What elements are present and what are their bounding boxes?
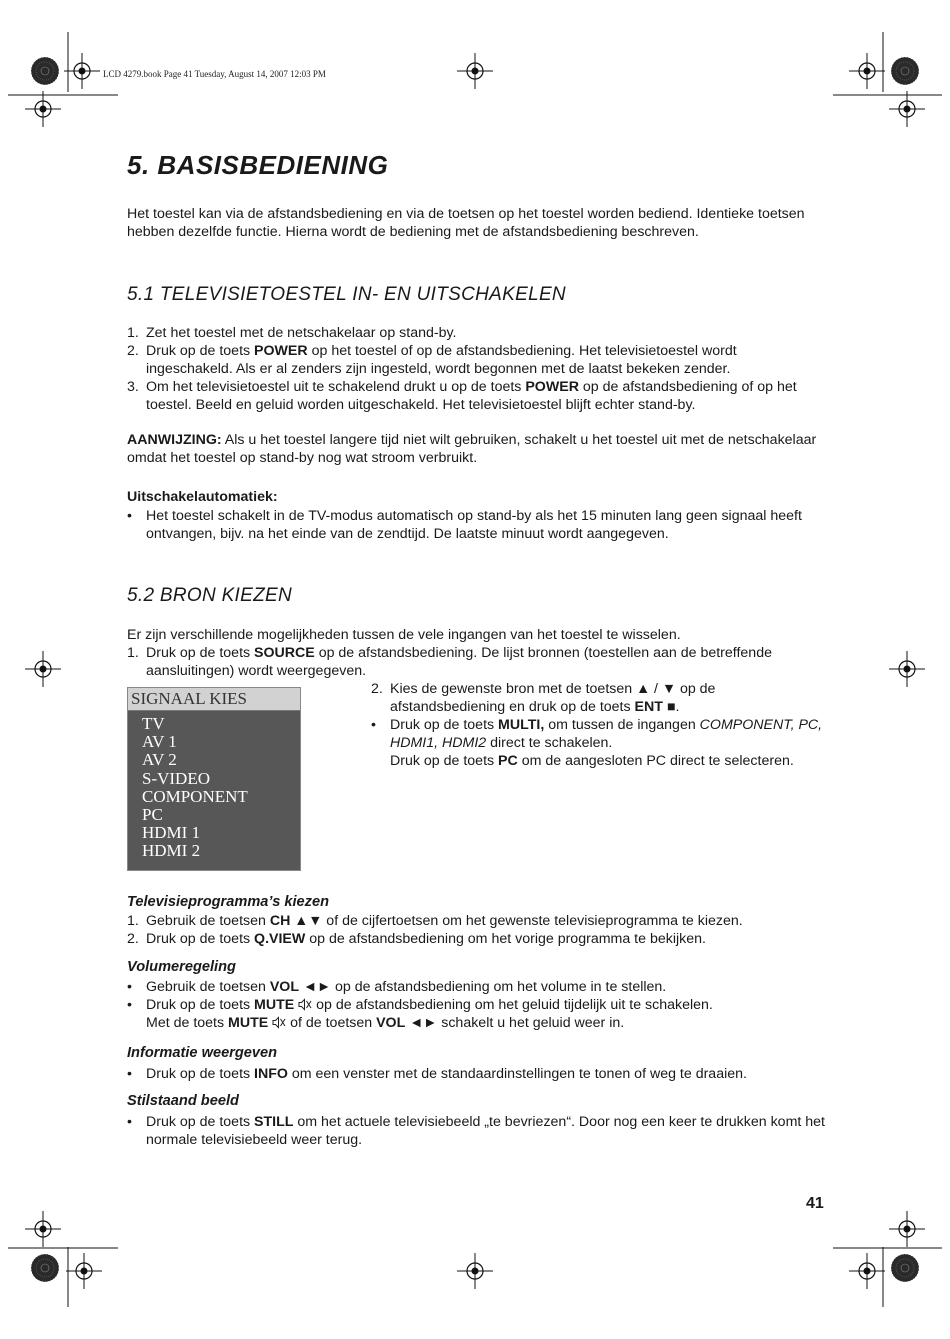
crosshair-registration-mark-icon [25,651,61,687]
volume-title: Volumeregeling [127,959,236,975]
source-menu-title: SIGNAAL KIES [128,688,300,711]
source-menu-item: COMPONENT [142,786,248,806]
step-text-pre: Om het televisietoestel uit te schakelend drukt u op de toets [146,379,526,395]
key-label: CH [269,913,291,929]
list-number: 1. [127,913,139,929]
crosshair-registration-mark-icon [25,1211,61,1247]
crosshair-registration-mark-icon [889,651,925,687]
item-text-post: op de afstandsbediening om het vorige programma te bekijken. [305,931,706,947]
crosshair-registration-mark-icon [849,53,885,89]
key-label: MUTE [228,1015,269,1031]
line2-post: schakelt u het geluid weer in. [437,1015,625,1031]
source-menu-item: AV 1 [142,732,177,752]
crosshair-registration-mark-icon [66,1253,102,1289]
line2-pre: Met de toets [146,1015,229,1031]
chapter-intro-text: Het toestel kan via de afstandsbediening en via de toetsen op het toestel worden bediend. Identieke toetsen hebben dezelfde functie. Hierna wordt de bediening met de afstandsbediening beschreven. [127,206,805,240]
item-text-post: op de afstandsbediening om het volume in te stellen. [331,979,667,995]
crosshair-registration-mark-icon [64,53,100,89]
bullet-mark: • [371,717,376,733]
key-label: POWER [525,379,579,395]
key-label: VOL [269,979,299,995]
list-number: 1. [127,325,139,341]
step-text-pre: Druk op de toets [146,343,255,359]
key-label: MULTI, [498,717,545,733]
bullet-line2-pre: Druk op de toets [390,753,499,769]
input-names: COMPONENT, PC, HDMI1, HDMI2 [390,717,823,751]
up-down-arrows-icon: ▲ / ▼ [636,681,676,697]
source-menu-item: HDMI 2 [142,841,201,861]
list-number: 1. [127,645,139,661]
section-2-title: 5.2 BRON KIEZEN [127,585,292,606]
key-label: PC [498,753,518,769]
item-text-pre: Druk op de toets [146,1066,255,1082]
source-menu-item: PC [142,805,163,825]
step-text-post: op het toestel of op de afstandsbediening. Het televisietoestel wordt ingeschakeld. Als er al zenders zijn ingesteld, wordt begonnen met de laatst bekeken zender. [146,343,737,377]
item-text-post: of de cijfertoetsen om het gewenste televisieprogramma te kiezen. [322,913,743,929]
bullet-text-mid: om tussen de ingangen [544,717,700,733]
bullet-mark: • [127,997,132,1013]
auto-off-text: Het toestel schakelt in de TV-modus automatisch op stand-by als het 15 minuten lang geen signaal heeft ontvangen, bijv. na het einde van de zendtijd. De laatste minuut wordt aangegeven. [146,508,802,542]
still-title: Stilstaand beeld [127,1093,239,1109]
bullet-text-pre: Druk op de toets [390,717,499,733]
step-text-post: op de afstandsbediening of op het toestel. Beeld en geluid worden uitgeschakeld. Het televisietoestel blijft echter stand-by. [146,379,797,413]
item-text-pre: Druk op de toets [146,931,255,947]
source-menu-item: HDMI 1 [142,823,201,843]
key-label: POWER [254,343,308,359]
starburst-registration-mark-icon [891,1254,919,1282]
list-number: 2. [371,681,383,697]
crosshair-registration-mark-icon [849,1253,885,1289]
up-down-arrows-icon: ▲▼ [290,913,323,929]
section-1-title: 5.1 TELEVISIETOESTEL IN- EN UITSCHAKELEN [127,284,566,305]
starburst-registration-mark-icon [891,57,919,85]
chapter-title: 5. BASISBEDIENING [127,150,389,180]
list-number: 3. [127,379,139,395]
item-text-post: om een venster met de standaardinstellingen te tonen of weg te draaien. [287,1066,747,1082]
step-text-pre: Druk op de toets [146,645,255,661]
bullet-mark: • [127,979,132,995]
source-menu-item: TV [142,714,165,733]
key-label: SOURCE [254,645,315,661]
key-label: STILL [254,1114,294,1130]
bullet-text-post: direct te schakelen. [486,735,613,751]
crosshair-registration-mark-icon [889,91,925,127]
enter-square-icon: ■ [666,699,676,715]
starburst-registration-mark-icon [31,57,59,85]
starburst-registration-mark-icon [31,1254,59,1282]
item-text-post: op de afstandsbediening om het geluid tijdelijk uit te schakelen. [312,997,713,1013]
step-text-pre: Kies de gewenste bron met de toetsen [390,681,637,697]
item-text-post: om het actuele televisiebeeld „te bevriezen“. Door nog een keer te drukken komt het normale televisiebeeld weer terug. [146,1114,825,1148]
tv-programs-title: Televisieprogramma’s kiezen [127,894,329,910]
left-right-arrows-icon: ◄► [299,979,332,995]
bullet-mark: • [127,508,132,524]
note-body: Als u het toestel langere tijd niet wilt gebruiken, schakelt u het toestel uit met de netschakelaar omdat het toestel op stand-by nog wat stroom verbruikt. [127,432,817,466]
crosshair-registration-mark-icon [457,53,493,89]
list-number: 2. [127,931,139,947]
bullet-mark: • [127,1114,132,1130]
list-number: 2. [127,343,139,359]
step-text-end: . [675,699,680,715]
bullet-mark: • [127,1066,132,1082]
auto-off-label: Uitschakelautomatiek: [127,489,278,505]
crosshair-registration-mark-icon [457,1253,493,1289]
key-label: INFO [254,1066,288,1082]
note-label: AANWIJZING: [127,432,222,448]
source-menu-item: AV 2 [142,750,177,770]
item-text-pre: Gebruik de toetsen [146,979,270,995]
source-menu-item: S-VIDEO [142,768,210,788]
info-title: Informatie weergeven [127,1045,278,1061]
step-text-mid: op de afstandsbediening en druk op de toets [390,681,716,715]
line2-mid: of de toetsen [286,1015,377,1031]
step-text: Zet het toestel met de netschakelaar op stand-by. [146,325,457,341]
crosshair-registration-mark-icon [889,1211,925,1247]
key-label: Q.VIEW [254,931,306,947]
key-label: MUTE [254,997,295,1013]
item-text-pre: Druk op de toets [146,997,255,1013]
crosshair-registration-mark-icon [25,91,61,127]
bullet-line2-post: om de aangesloten PC direct te selecteren. [517,753,794,769]
key-label: VOL [376,1015,406,1031]
item-text-pre: Gebruik de toetsen [146,913,270,929]
page-number: 41 [806,1195,824,1212]
step-text-post: op de afstandsbediening. De lijst bronnen (toestellen aan de betreffende aansluitingen) wordt weergegeven. [146,645,772,679]
print-header: LCD 4279.book Page 41 Tuesday, August 14, 2007 12:03 PM [103,69,326,79]
item-text-pre: Druk op de toets [146,1114,255,1130]
left-right-arrows-icon: ◄► [405,1015,438,1031]
section-2-intro-text: Er zijn verschillende mogelijkheden tussen de vele ingangen van het toestel te wisselen. [127,627,681,643]
key-label: ENT [634,699,663,715]
